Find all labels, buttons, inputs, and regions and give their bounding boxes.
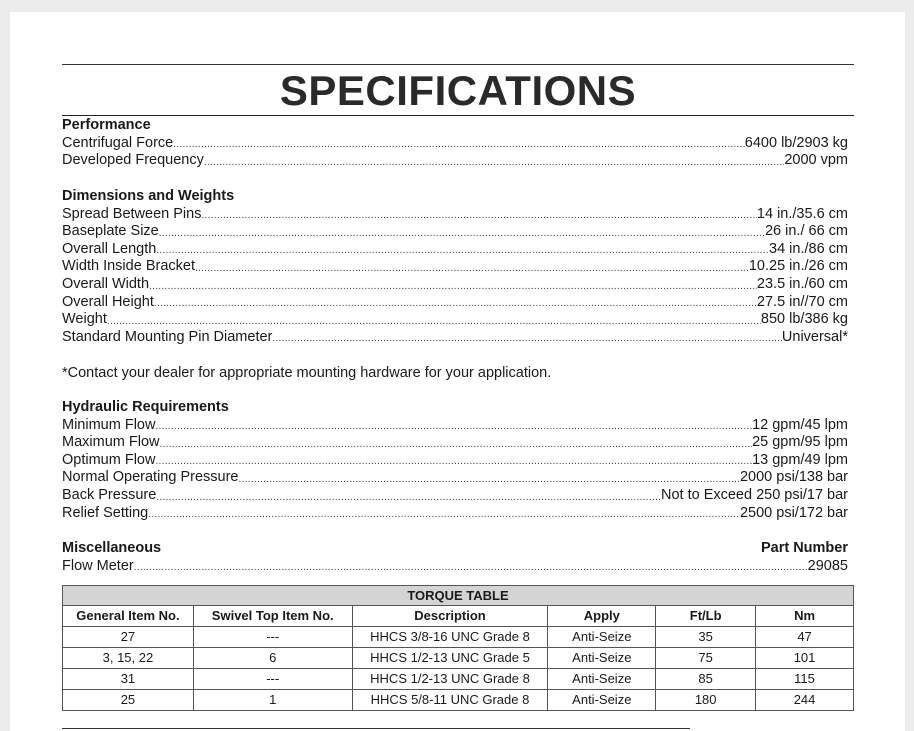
spec-value: Universal* <box>781 328 848 345</box>
spec-label: Minimum Flow <box>62 416 156 433</box>
spec-row <box>62 152 848 170</box>
spec-value: 25 gpm/95 lpm <box>752 434 848 451</box>
dot-leader <box>173 138 745 152</box>
table-cell: Anti-Seize <box>548 627 656 648</box>
spec-row <box>62 223 848 241</box>
dot-leader <box>156 491 661 505</box>
spec-value: 12 gpm/45 lpm <box>752 416 848 433</box>
dot-leader <box>155 455 752 469</box>
table-cell: 25 <box>63 690 194 711</box>
column-header: General Item No. <box>63 606 194 627</box>
spec-value: 26 in./ 66 cm <box>764 223 848 240</box>
column-header: Swivel Top Item No. <box>193 606 352 627</box>
spec-value: 2500 psi/172 bar <box>739 504 848 521</box>
spec-row <box>62 294 848 312</box>
spec-row <box>62 487 848 505</box>
document-page <box>10 12 905 731</box>
spec-row <box>62 276 848 294</box>
column-header: Ft/Lb <box>656 606 756 627</box>
dot-leader <box>155 420 752 434</box>
dimensions-section <box>62 188 848 346</box>
spec-label: Centrifugal Force <box>62 134 174 151</box>
spec-value: 850 lb/386 kg <box>760 311 848 328</box>
spec-value: 10.25 in./26 cm <box>748 258 848 275</box>
section-heading: Hydraulic Requirements <box>62 399 229 415</box>
spec-label: Relief Setting <box>62 504 149 521</box>
dot-leader <box>201 209 756 223</box>
spec-value: 27.5 in//70 cm <box>756 293 848 310</box>
table-cell: --- <box>193 669 352 690</box>
table-cell: 101 <box>756 648 854 669</box>
table-cell: HHCS 5/8-11 UNC Grade 8 <box>352 690 548 711</box>
spec-value: 23.5 in./60 cm <box>756 275 848 292</box>
table-cell: 1 <box>193 690 352 711</box>
table-cell: Anti-Seize <box>548 648 656 669</box>
spec-label: Weight <box>62 311 107 328</box>
spec-label: Standard Mounting Pin Diameter <box>62 328 273 345</box>
table-cell: 115 <box>756 669 854 690</box>
spec-label: Overall Length <box>62 240 157 257</box>
spec-label: Width Inside Bracket <box>62 258 195 275</box>
mounting-note: *Contact your dealer for appropriate mounting hardware for your application. <box>62 365 552 381</box>
table-row <box>63 669 854 690</box>
dot-leader <box>159 227 765 241</box>
misc-section <box>62 540 848 575</box>
spec-value: 34 in./86 cm <box>769 240 848 257</box>
column-header: Apply <box>548 606 656 627</box>
torque-table <box>62 585 854 711</box>
spec-label: Flow Meter <box>62 557 134 574</box>
section-heading: Performance <box>62 117 151 133</box>
dot-leader <box>149 280 757 294</box>
spec-row <box>62 206 848 224</box>
part-number-heading: Part Number <box>760 540 848 556</box>
table-cell: Anti-Seize <box>548 690 656 711</box>
table-caption: TORQUE TABLE <box>63 586 854 606</box>
table-cell: 180 <box>656 690 756 711</box>
dot-leader <box>239 473 740 487</box>
title-rule-top <box>62 64 854 65</box>
dot-leader <box>156 244 769 258</box>
table-cell: 85 <box>656 669 756 690</box>
spec-row <box>62 558 848 576</box>
spec-label: Maximum Flow <box>62 434 160 451</box>
spec-row <box>62 417 848 435</box>
spec-label: Back Pressure <box>62 486 157 503</box>
table-cell: 244 <box>756 690 854 711</box>
table-cell: --- <box>193 627 352 648</box>
dot-leader <box>154 297 757 311</box>
table-cell: 6 <box>193 648 352 669</box>
table-row <box>63 627 854 648</box>
table-header-row <box>63 606 854 627</box>
section-heading: Miscellaneous <box>62 540 162 556</box>
table-row <box>63 690 854 711</box>
spec-row <box>62 329 848 347</box>
spec-row <box>62 258 848 276</box>
column-header: Nm <box>756 606 854 627</box>
spec-row <box>62 505 848 523</box>
dot-leader <box>159 438 752 452</box>
spec-label: Overall Height <box>62 293 154 310</box>
spec-label: Developed Frequency <box>62 152 204 169</box>
spec-value: Not to Exceed 250 psi/17 bar <box>660 486 848 503</box>
misc-heading-row <box>62 540 848 558</box>
spec-value: 14 in./35.6 cm <box>756 205 848 222</box>
table-cell: HHCS 3/8-16 UNC Grade 8 <box>352 627 548 648</box>
spec-row <box>62 241 848 259</box>
table-cell: HHCS 1/2-13 UNC Grade 8 <box>352 669 548 690</box>
spec-value: 2000 psi/138 bar <box>739 469 848 486</box>
table-cell: 47 <box>756 627 854 648</box>
spec-row <box>62 469 848 487</box>
table-cell: HHCS 1/2-13 UNC Grade 5 <box>352 648 548 669</box>
performance-section <box>62 117 848 170</box>
title-rule-bottom <box>62 115 854 116</box>
dot-leader <box>148 508 740 522</box>
footer-rule <box>62 728 690 729</box>
page-title: SPECIFICATIONS <box>279 67 637 114</box>
dot-leader <box>134 561 808 575</box>
section-heading: Dimensions and Weights <box>62 188 235 204</box>
hydraulic-section <box>62 399 848 522</box>
table-cell: Anti-Seize <box>548 669 656 690</box>
spec-row <box>62 311 848 329</box>
table-cell: 75 <box>656 648 756 669</box>
dot-leader <box>272 332 782 346</box>
spec-label: Baseplate Size <box>62 223 159 240</box>
table-cell: 27 <box>63 627 194 648</box>
table-row <box>63 648 854 669</box>
spec-label: Spread Between Pins <box>62 205 202 222</box>
spec-label: Normal Operating Pressure <box>62 469 239 486</box>
table-cell: 3, 15, 22 <box>63 648 194 669</box>
spec-row <box>62 434 848 452</box>
dot-leader <box>107 315 761 329</box>
column-header: Description <box>352 606 548 627</box>
table-cell: 31 <box>63 669 194 690</box>
spec-row <box>62 452 848 470</box>
dot-leader <box>204 156 784 170</box>
spec-label: Overall Width <box>62 275 150 292</box>
spec-value: 6400 lb/2903 kg <box>744 134 848 151</box>
spec-row <box>62 135 848 153</box>
table-caption-row <box>63 586 854 606</box>
spec-label: Optimum Flow <box>62 451 156 468</box>
dot-leader <box>195 262 749 276</box>
spec-value: 29085 <box>807 557 848 574</box>
spec-value: 13 gpm/49 lpm <box>752 451 848 468</box>
table-cell: 35 <box>656 627 756 648</box>
spec-value: 2000 vpm <box>784 152 848 169</box>
